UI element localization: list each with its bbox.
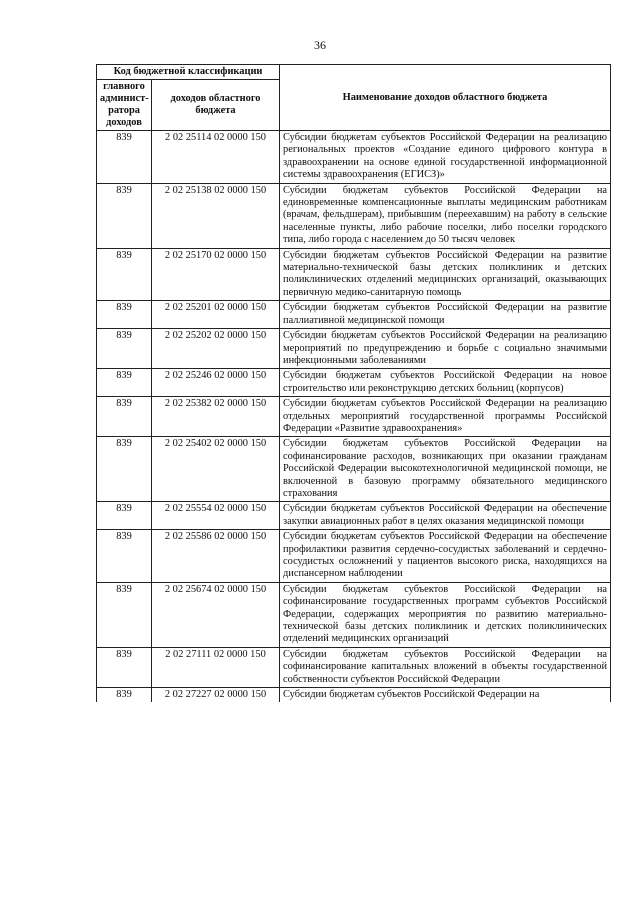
revenue-name-cell: Субсидии бюджетам субъектов Российской Федерации на новое строительство или реконструкцию детских больниц (корпусов) — [280, 369, 611, 397]
revenue-name-cell: Субсидии бюджетам субъектов Российской Федерации на софинансирование государственных программ субъектов Российской Федерации, содержащих мероприятия по развитию материально-технической базы детских поликлиник и детских поликлинических отделений медицинских организаций — [280, 582, 611, 647]
administrator-code-cell: 839 — [97, 688, 152, 703]
revenue-code-cell: 2 02 27227 02 0000 150 — [152, 688, 280, 703]
table-row — [97, 530, 611, 583]
administrator-code-cell: 839 — [97, 502, 152, 530]
header-main-administrator: главного админист- ратора доходов — [97, 80, 152, 131]
revenue-code-cell: 2 02 25674 02 0000 150 — [152, 582, 280, 647]
revenue-name-cell: Субсидии бюджетам субъектов Российской Федерации на — [280, 688, 611, 703]
table-row — [97, 183, 611, 248]
table-row — [97, 329, 611, 369]
header-budget-classification-code: Код бюджетной классификации — [97, 65, 280, 80]
revenue-code-cell: 2 02 25402 02 0000 150 — [152, 437, 280, 502]
revenue-name-cell: Субсидии бюджетам субъектов Российской Федерации на обеспечение профилактики развития сердечно-сосудистых заболеваний и сердечно-сосудистых осложнений у пациентов высокого риска, находящихся на диспансерном наблюдении — [280, 530, 611, 583]
table-row — [97, 437, 611, 502]
administrator-code-cell: 839 — [97, 329, 152, 369]
administrator-code-cell: 839 — [97, 248, 152, 301]
table-row — [97, 688, 611, 703]
administrator-code-cell: 839 — [97, 301, 152, 329]
administrator-code-cell: 839 — [97, 437, 152, 502]
budget-revenue-table — [96, 64, 611, 702]
table-row — [97, 397, 611, 437]
revenue-code-cell: 2 02 25554 02 0000 150 — [152, 502, 280, 530]
table-body — [97, 131, 611, 703]
administrator-code-cell: 839 — [97, 131, 152, 184]
revenue-code-cell: 2 02 25201 02 0000 150 — [152, 301, 280, 329]
revenue-code-cell: 2 02 25246 02 0000 150 — [152, 369, 280, 397]
header-row-top — [97, 65, 611, 80]
table-row — [97, 502, 611, 530]
page-number: 36 — [314, 38, 326, 52]
revenue-code-cell: 2 02 25114 02 0000 150 — [152, 131, 280, 184]
revenue-name-cell: Субсидии бюджетам субъектов Российской Федерации на развитие материально-технической базы детских поликлиник и детских поликлинических отделений медицинских организаций, оказывающих первичную медико-санитарную помощь — [280, 248, 611, 301]
table-row — [97, 301, 611, 329]
header-revenue-name: Наименование доходов областного бюджета — [280, 65, 611, 131]
administrator-code-cell: 839 — [97, 183, 152, 248]
header-regional-revenue-code: доходов областного бюджета — [152, 80, 280, 131]
revenue-code-cell: 2 02 25586 02 0000 150 — [152, 530, 280, 583]
administrator-code-cell: 839 — [97, 369, 152, 397]
revenue-name-cell: Субсидии бюджетам субъектов Российской Федерации на развитие паллиативной медицинской помощи — [280, 301, 611, 329]
revenue-name-cell: Субсидии бюджетам субъектов Российской Федерации на софинансирование расходов, возникающих при оказании гражданам Российской Федерации высокотехнологичной медицинской помощи, не включенной в базовую программу обязательного медицинского страхования — [280, 437, 611, 502]
table-row — [97, 369, 611, 397]
administrator-code-cell: 839 — [97, 582, 152, 647]
table-row — [97, 582, 611, 647]
administrator-code-cell: 839 — [97, 397, 152, 437]
revenue-code-cell: 2 02 25138 02 0000 150 — [152, 183, 280, 248]
revenue-code-cell: 2 02 25202 02 0000 150 — [152, 329, 280, 369]
revenue-name-cell: Субсидии бюджетам субъектов Российской Федерации на софинансирование капитальных вложений в объекты государственной собственности субъектов Российской Федерации — [280, 647, 611, 687]
revenue-code-cell: 2 02 25170 02 0000 150 — [152, 248, 280, 301]
revenue-name-cell: Субсидии бюджетам субъектов Российской Федерации на реализацию региональных проектов «Создание единого цифрового контура в здравоохранении на основе единой государственной информационной системы здравоохранения (ЕГИСЗ)» — [280, 131, 611, 184]
administrator-code-cell: 839 — [97, 530, 152, 583]
table-row — [97, 248, 611, 301]
revenue-name-cell: Субсидии бюджетам субъектов Российской Федерации на реализацию отдельных мероприятий государственной программы Российской Федерации «Развитие здравоохранения» — [280, 397, 611, 437]
administrator-code-cell: 839 — [97, 647, 152, 687]
revenue-name-cell: Субсидии бюджетам субъектов Российской Федерации на обеспечение закупки авиационных работ в целях оказания медицинской помощи — [280, 502, 611, 530]
revenue-name-cell: Субсидии бюджетам субъектов Российской Федерации на реализацию мероприятий по предупреждению и борьбе с социально значимыми инфекционными заболеваниями — [280, 329, 611, 369]
revenue-code-cell: 2 02 25382 02 0000 150 — [152, 397, 280, 437]
revenue-name-cell: Субсидии бюджетам субъектов Российской Федерации на единовременные компенсационные выплаты медицинским работникам (врачам, фельдшерам), прибывшим (переехавшим) на работу в сельские населенные пункты, либо рабочие поселки, либо поселки городского типа, либо города с населением до 50 тысяч человек — [280, 183, 611, 248]
revenue-code-cell: 2 02 27111 02 0000 150 — [152, 647, 280, 687]
table-row — [97, 131, 611, 184]
table-row — [97, 647, 611, 687]
